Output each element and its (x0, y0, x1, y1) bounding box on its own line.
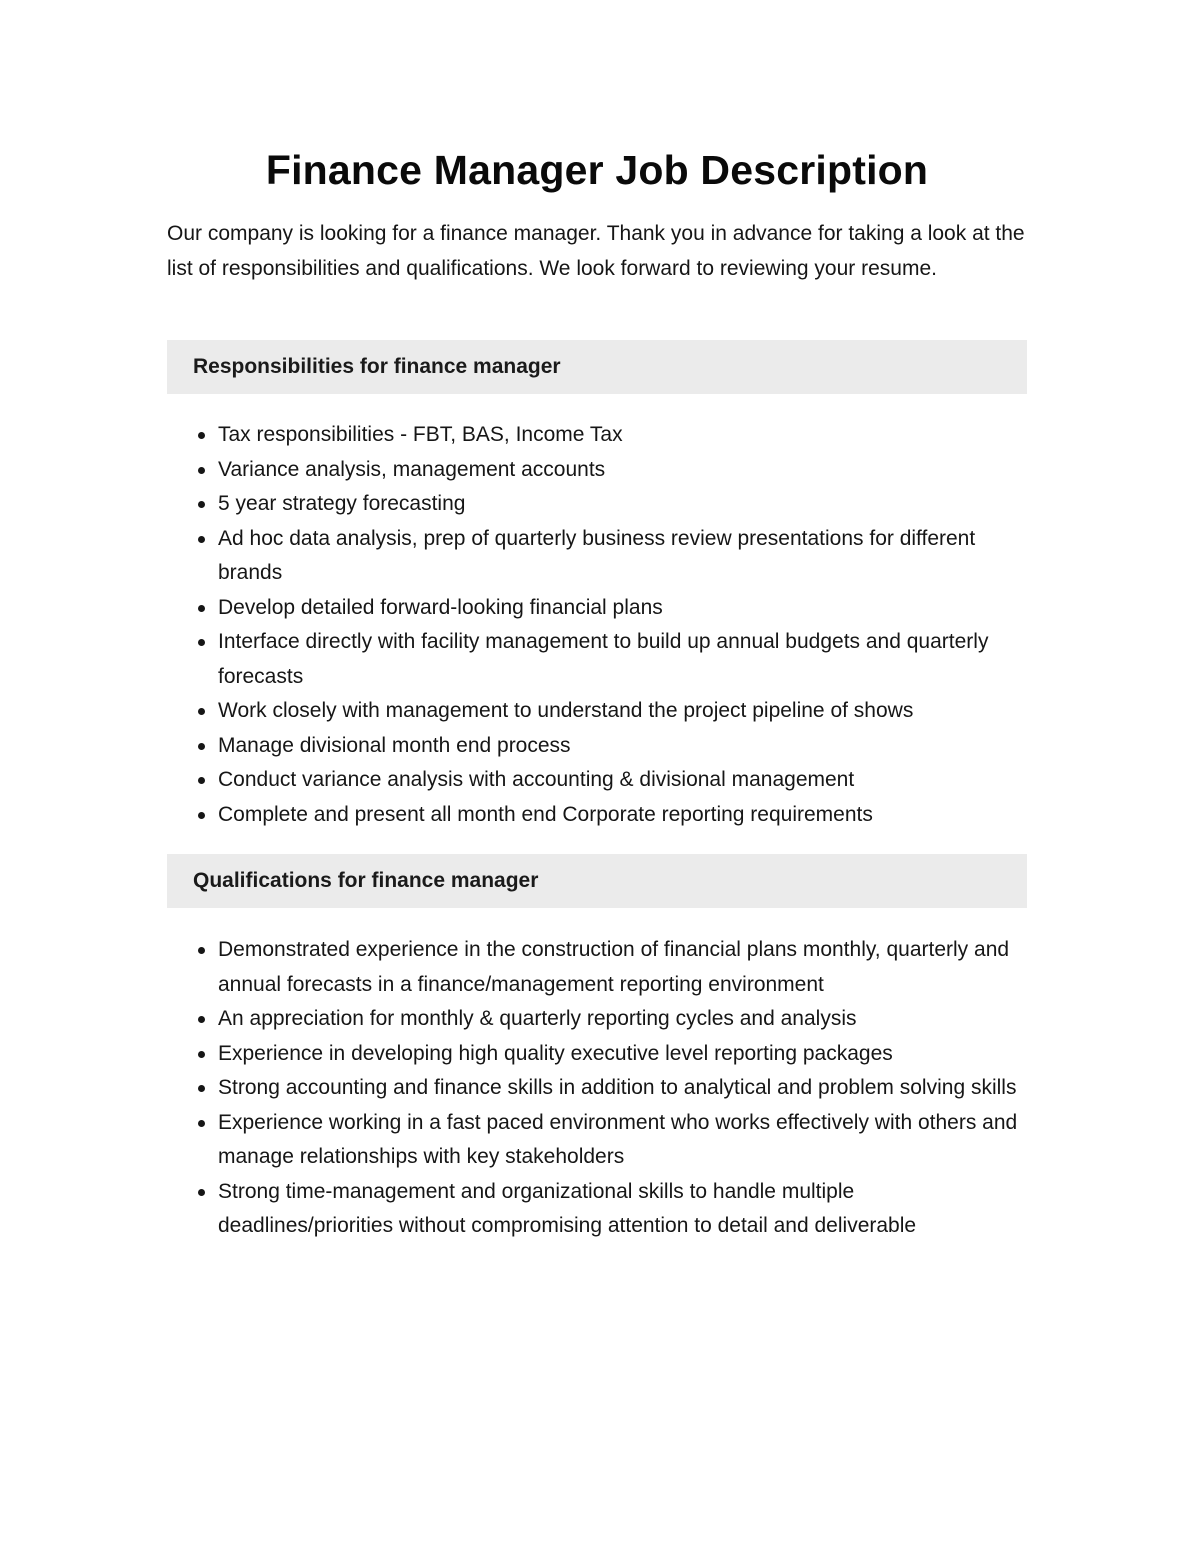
list-item (167, 1106, 1027, 1175)
bullet-icon (198, 812, 205, 819)
list-item-text: An appreciation for monthly & quarterly reporting cycles and analysis (218, 1007, 857, 1030)
list-item (167, 522, 1027, 591)
list-item-text: Experience working in a fast paced environment who works effectively with others and manage relationships with key stakeholders (218, 1110, 1018, 1168)
list-item (167, 1175, 1027, 1244)
bullet-icon (198, 743, 205, 750)
list-item (167, 453, 1027, 488)
list-item-text: Interface directly with facility management to build up annual budgets and quarterly forecasts (218, 630, 989, 688)
list-item (167, 1037, 1027, 1072)
list-item (167, 694, 1027, 729)
bullet-icon (198, 1051, 205, 1058)
list-item (167, 763, 1027, 798)
bullet-icon (198, 947, 205, 954)
bullet-icon (198, 1016, 205, 1023)
bullet-icon (198, 1189, 205, 1196)
bullet-icon (198, 777, 205, 784)
list-item-text: Strong accounting and finance skills in addition to analytical and problem solving skills (218, 1076, 1017, 1099)
list-item-text: Strong time-management and organizational skills to handle multiple deadlines/priorities without compromising attention to detail and deliverable (218, 1179, 917, 1237)
page-title: Finance Manager Job Description (265, 147, 929, 193)
bullet-icon (198, 708, 205, 715)
list-item (167, 1071, 1027, 1106)
list-item-text: Develop detailed forward-looking financial plans (218, 595, 663, 619)
list-item (167, 798, 1027, 833)
list-item (167, 591, 1027, 626)
qualifications-list (167, 933, 1027, 1244)
list-item-text: 5 year strategy forecasting (218, 492, 466, 515)
bullet-icon (198, 432, 205, 439)
list-item-text: Work closely with management to understand the project pipeline of shows (218, 699, 914, 722)
bullet-icon (198, 467, 205, 474)
list-item (167, 625, 1027, 694)
bullet-icon (198, 605, 205, 612)
bullet-icon (198, 1085, 205, 1092)
list-item-text: Complete and present all month end Corporate reporting requirements (218, 802, 873, 826)
list-item (167, 418, 1027, 453)
bullet-icon (198, 639, 205, 646)
list-item (167, 487, 1027, 522)
intro-paragraph: Our company is looking for a finance manager. Thank you in advance for taking a look at the list of responsibilities and qualifications. We look forward to reviewing your resume. (167, 222, 1025, 280)
list-item-text: Ad hoc data analysis, prep of quarterly business review presentations for different brands (218, 526, 976, 584)
list-item (167, 933, 1027, 1002)
list-item-text: Variance analysis, management accounts (218, 457, 606, 481)
list-item (167, 729, 1027, 764)
list-item-text: Experience in developing high quality executive level reporting packages (218, 1041, 893, 1065)
bullet-icon (198, 501, 205, 508)
list-item-text: Demonstrated experience in the construction of financial plans monthly, quarterly and annual forecasts in a finance/management reporting environment (218, 938, 1010, 996)
responsibilities-list (167, 418, 1027, 832)
list-item (167, 1002, 1027, 1037)
bullet-icon (198, 536, 205, 543)
responsibilities-heading: Responsibilities for finance manager (167, 340, 1027, 394)
list-item-text: Manage divisional month end process (218, 733, 571, 757)
list-item-text: Conduct variance analysis with accounting & divisional management (218, 768, 855, 791)
qualifications-heading: Qualifications for finance manager (167, 854, 1027, 908)
list-item-text: Tax responsibilities - FBT, BAS, Income Tax (218, 423, 623, 446)
bullet-icon (198, 1120, 205, 1127)
